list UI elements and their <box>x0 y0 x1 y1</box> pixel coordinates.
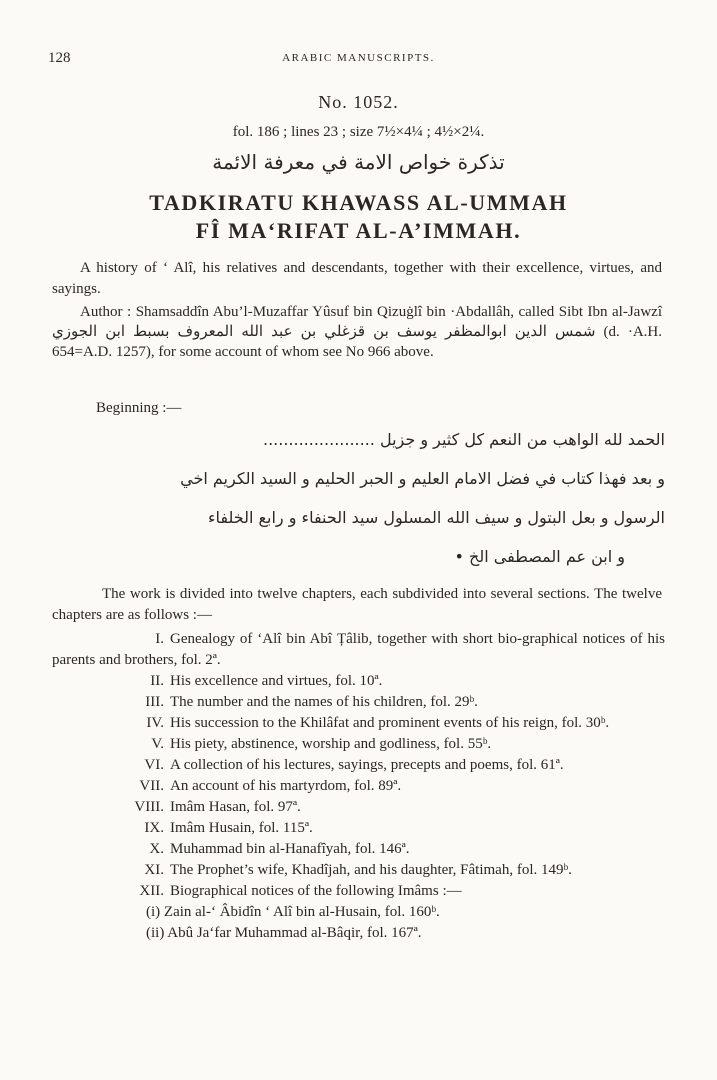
arabic-line: و ابن عم المصطفى الخ • <box>454 547 625 566</box>
arabic-line: الرسول و بعل البتول و سيف الله المسلول سيد الحنفاء و رابع الخلفاء <box>207 508 665 527</box>
chapter-item <box>52 839 665 860</box>
chapter-number: IX. <box>144 820 164 836</box>
arabic-line: الحمد لله الواهب من النعم كل كثير و جزيل ...................... <box>262 430 665 449</box>
chapter-number: III. <box>145 694 164 710</box>
chapter-text: The number and the names of his children, fol. 29ᵇ. <box>170 694 478 710</box>
chapter-text: An account of his martyrdom, fol. 89ª. <box>170 778 402 794</box>
chapter-item <box>52 797 665 818</box>
entry-number: No. 1052. <box>318 92 399 112</box>
chapter-item <box>52 818 665 839</box>
page-number: 128 <box>48 50 71 66</box>
chapter-number: V. <box>151 736 164 752</box>
chapter-item <box>52 860 665 881</box>
running-title: ARABIC MANUSCRIPTS. <box>282 52 435 64</box>
chapter-number: VI. <box>144 757 164 773</box>
chapter-text: A collection of his lectures, sayings, precepts and poems, fol. 61ª. <box>170 757 564 773</box>
arabic-beginning-text <box>58 420 665 576</box>
chapter-text: Genealogy of ‘Alî bin Abî Țâlib, together with short bio-graphical notices of his parents and brothers, fol. 2ª. <box>52 631 665 668</box>
chapter-text: The Prophet’s wife, Khadîjah, and his daughter, Fâtimah, fol. 149ᵇ. <box>170 862 572 878</box>
author-paragraph: Author : Shamsaddîn Abu’l-Muzaffar Yûsuf bin Qizuġlî bin ·Abdallâh, called Sibt Ibn al-Jawzî شمس الدين ابوالمظفر يوسف بن قزغلي بن عبد الله المعروف بسبط ابن الجوزي (d. ·A.H. 654=A.D. 1257), for some account of whom see No 966 above. <box>52 304 663 360</box>
folio-info: fol. 186 ; lines 23 ; size 7½×4¼ ; 4½×2¼. <box>232 124 485 140</box>
chapter-number: IV. <box>146 715 164 731</box>
division-paragraph: The work is divided into twelve chapters, each subdivided into several sections. The twelve chapters are as follows :— <box>52 586 662 623</box>
page-header <box>48 50 669 68</box>
chapter-item <box>52 629 665 671</box>
chapter-number: I. <box>155 631 164 647</box>
chapter-item <box>52 713 665 734</box>
chapter-list <box>52 629 665 944</box>
sub-item: (ii) Abû Ja‘far Muhammad al-Bâqir, fol. 167ª. <box>146 925 422 941</box>
chapter-number: VIII. <box>134 799 164 815</box>
chapter-item <box>52 776 665 797</box>
arabic-line: و بعد فهذا كتاب في فضل الامام العليم و الحبر الحليم و السيد الكريم اخي <box>180 469 665 488</box>
chapter-item <box>52 734 665 755</box>
chapter-number: X. <box>149 841 164 857</box>
description-paragraph: A history of ‘ Alî, his relatives and descendants, together with their excellence, virtues, and sayings. <box>52 260 662 297</box>
chapter-text: His piety, abstinence, worship and godliness, fol. 55ᵇ. <box>170 736 492 752</box>
chapter-text: Imâm Husain, fol. 115ª. <box>170 820 313 836</box>
beginning-label: Beginning :— <box>96 400 182 416</box>
arabic-title: تذكرة خواص الامة في معرفة الائمة <box>212 150 505 174</box>
chapter-item <box>52 692 665 713</box>
chapter-item <box>52 755 665 776</box>
chapter-text: Biographical notices of the following Imâms :— <box>170 883 462 899</box>
chapter-number: VII. <box>139 778 164 794</box>
chapter-number: XII. <box>139 883 164 899</box>
chapter-number: II. <box>150 673 164 689</box>
chapter-text: Imâm Hasan, fol. 97ª. <box>170 799 301 815</box>
chapter-item <box>52 671 665 692</box>
chapter-item <box>52 881 665 902</box>
title-line-2: FÎ MA‘RIFAT AL-A’IMMAH. <box>195 218 522 243</box>
sub-item: (i) Zain al-‘ Âbidîn ‘ Alî bin al-Husain, fol. 160ᵇ. <box>146 904 440 920</box>
chapter-text: His succession to the Khilâfat and prominent events of his reign, fol. 30ᵇ. <box>170 715 610 731</box>
chapter-number: XI. <box>144 862 164 878</box>
chapter-text: His excellence and virtues, fol. 10ª. <box>170 673 383 689</box>
chapter-text: Muhammad bin al-Hanafîyah, fol. 146ª. <box>170 841 410 857</box>
title-line-1: TADKIRATU KHAWASS AL-UMMAH <box>149 190 568 215</box>
